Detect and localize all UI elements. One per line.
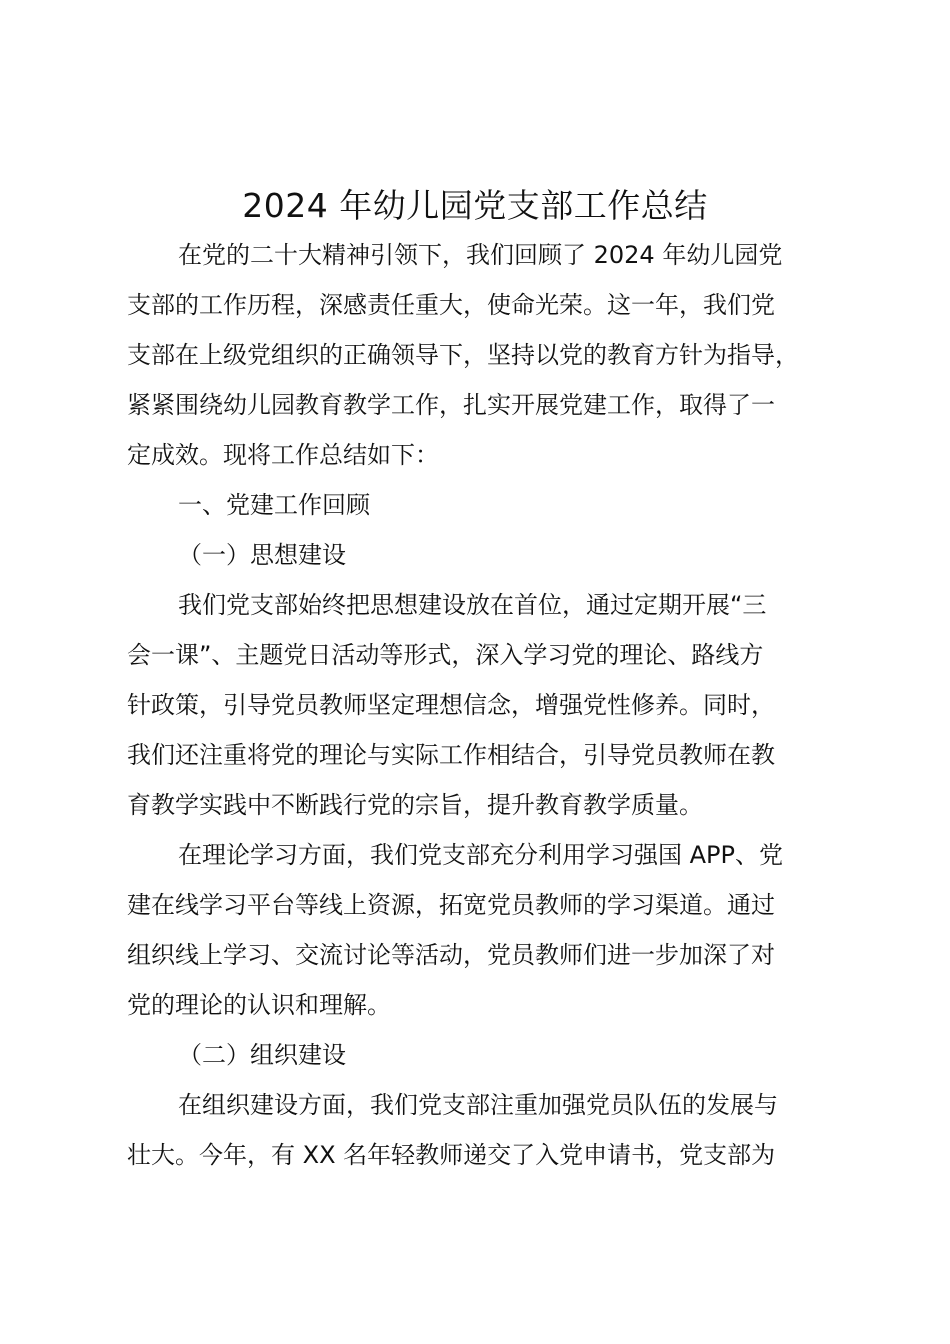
subsection-heading: （一）思想建设 — [178, 541, 346, 569]
paragraph-line: 定成效。现将工作总结如下： — [127, 441, 439, 469]
paragraph-line: 在理论学习方面，我们党支部充分利用学习强国 APP、党 — [178, 841, 783, 869]
paragraph-line: 我们还注重将党的理论与实际工作相结合，引导党员教师在教 — [127, 741, 775, 769]
paragraph-line: 在组织建设方面，我们党支部注重加强党员队伍的发展与 — [178, 1091, 778, 1119]
paragraph-line: 组织线上学习、交流讨论等活动，党员教师们进一步加深了对 — [127, 941, 775, 969]
paragraph-line: 支部的工作历程，深感责任重大，使命光荣。这一年，我们党 — [127, 291, 775, 319]
paragraph-line: 支部在上级党组织的正确领导下，坚持以党的教育方针为指导， — [127, 341, 799, 369]
document-title: 2024 年幼儿园党支部工作总结 — [242, 186, 708, 225]
subsection-heading: （二）组织建设 — [178, 1041, 346, 1069]
paragraph-line: 在党的二十大精神引领下，我们回顾了 2024 年幼儿园党 — [178, 241, 783, 269]
paragraph-line: 我们党支部始终把思想建设放在首位，通过定期开展“三 — [178, 591, 767, 619]
paragraph-line: 会一课”、主题党日活动等形式，深入学习党的理论、路线方 — [127, 641, 764, 669]
paragraph-line: 育教学实践中不断践行党的宗旨，提升教育教学质量。 — [127, 791, 703, 819]
paragraph-line: 建在线学习平台等线上资源，拓宽党员教师的学习渠道。通过 — [127, 891, 775, 919]
paragraph-line: 党的理论的认识和理解。 — [127, 991, 391, 1019]
section-heading: 一、党建工作回顾 — [178, 491, 370, 519]
paragraph-line: 紧紧围绕幼儿园教育教学工作，扎实开展党建工作，取得了一 — [127, 391, 775, 419]
paragraph-line: 针政策，引导党员教师坚定理想信念，增强党性修养。同时， — [127, 691, 775, 719]
paragraph-line: 壮大。今年，有 XX 名年轻教师递交了入党申请书，党支部为 — [127, 1141, 776, 1169]
